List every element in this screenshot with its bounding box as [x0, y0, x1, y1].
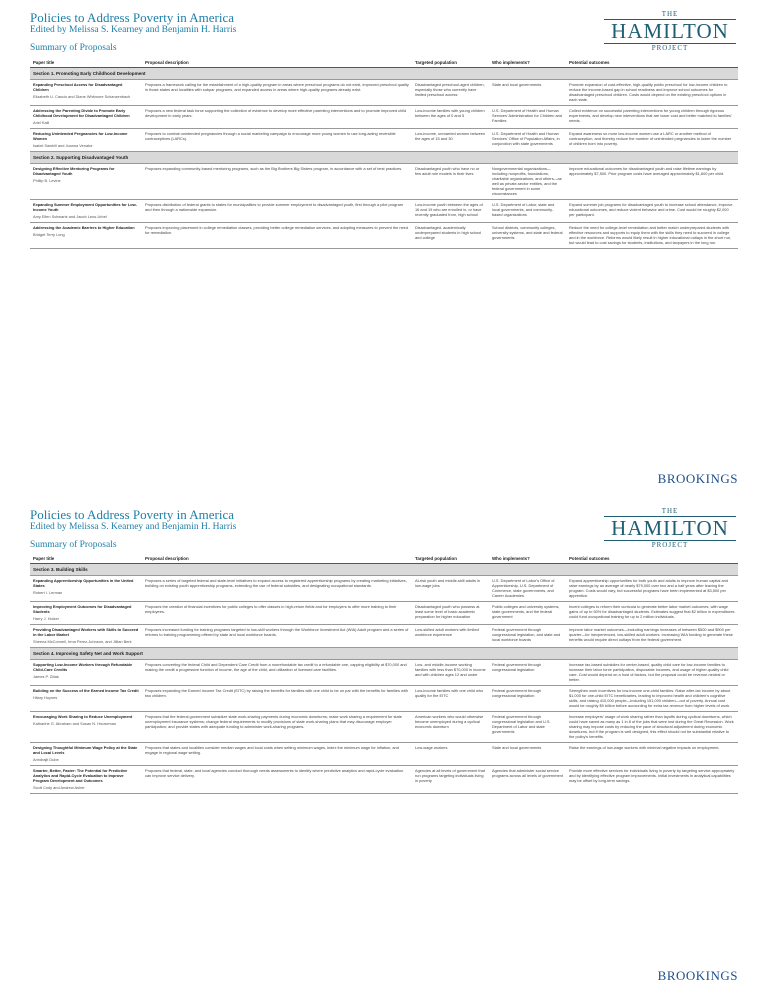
paper-title: Expanding Summer Employment Opportunities for Low-Income Youth	[33, 202, 137, 212]
document-title: Policies to Address Poverty in America	[30, 10, 235, 25]
table-row	[30, 766, 738, 794]
targeted-population: At-risk youth and middle-skill adults in low-wage jobs	[412, 576, 489, 602]
col-header-outcomes: Potential outcomes	[566, 554, 738, 564]
targeted-population: Agencies at all levels of government that run programs targeting individuals living in poverty	[412, 766, 489, 794]
col-header-population: Targeted population	[412, 554, 489, 564]
brookings-logo: BROOKINGS	[657, 968, 738, 983]
document-title: Policies to Address Poverty in America	[30, 507, 235, 522]
targeted-population: Disadvantaged preschool-aged children, especially those who currently have limited preschool access	[412, 80, 489, 106]
paper-authors: James P. Ziliak	[33, 674, 59, 679]
paper-authors: Sheena McConnell, Irma Perez-Johnson, and Jillian Berk	[33, 639, 132, 644]
proposals-table-page-1	[30, 58, 738, 249]
col-header-title: Paper title	[30, 554, 142, 564]
hamilton-project-logo	[604, 507, 736, 551]
who-implements: U.S. Department of Labor, state and local governments, and community-based organizations	[489, 200, 566, 223]
logo-project: PROJECT	[651, 541, 689, 549]
targeted-population: Low-income families with one child who qualify for the EITC	[412, 686, 489, 712]
potential-outcomes: Provide more effective services for individuals living in poverty by targeting service appropriately and by identifying effective program improvements. Initial investments in analytical capabilities may be offset by long-term savings.	[566, 766, 738, 794]
potential-outcomes: Increase tax-based subsidies for center-based, quality child care for low-income families to increase their labor force participation, disposable incomes, and usage of higher-quality child care. Cost would depend on a host of factors, but the proposal could be revenue-neutral or better.	[566, 660, 738, 686]
targeted-population: American workers who would otherwise become unemployed during a cyclical economic downturn	[412, 712, 489, 743]
table-header-row	[30, 554, 738, 564]
table-row	[30, 660, 738, 686]
proposal-description: Proposes that federal, state, and local agencies conduct thorough needs assessments to identify where predictive analytics and rapid-cycle evaluation can improve service delivery.	[142, 766, 412, 794]
table-row	[30, 223, 738, 249]
who-implements: Public colleges and university systems, state governments, and the federal government	[489, 602, 566, 625]
paper-authors: Phillip B. Levine	[33, 178, 61, 183]
paper-title: Encouraging Work Sharing to Reduce Unemployment	[33, 714, 133, 719]
section-heading: Section 3. Building Skills	[30, 564, 738, 576]
who-implements: School districts, community colleges, university systems, and state and federal governments	[489, 223, 566, 249]
proposal-description: Proposes a framework calling for the establishment of a high-quality program in areas where preschool programs do not exist, improved preschool quality in those states and localities with subpar programs, and expanded access in areas where high-quality programs already exist.	[142, 80, 412, 106]
potential-outcomes: Raise the earnings of low-wage workers with minimal negative impacts on employment.	[566, 743, 738, 766]
proposal-description: Proposes expanding the Earned Income Tax Credit (EITC) by raising the benefits for families with one child to be on par with the benefits for families with two children.	[142, 686, 412, 712]
table-row	[30, 602, 738, 625]
paper-cell	[30, 766, 142, 794]
col-header-implements: Who implements?	[489, 554, 566, 564]
targeted-population: Low-skilled adult workers with limited workforce experience	[412, 625, 489, 648]
table-row	[30, 743, 738, 766]
paper-authors: Harry J. Holzer	[33, 616, 59, 621]
section-heading: Section 4. Improving Safety Net and Work Support	[30, 648, 738, 660]
proposal-description: Proposes improving placement in college remediation classes, providing better college remediation services, and adopting measures to prevent the need for remediation.	[142, 223, 412, 249]
proposal-description: Proposes expanding community-based mentoring programs, such as the Big Brothers Big Sisters program, in accordance with a set of best practices.	[142, 164, 412, 200]
logo-hamilton: HAMILTON	[604, 516, 736, 541]
paper-authors: Arindrajit Dube	[33, 757, 59, 762]
paper-authors: Bridget Terry Long	[33, 232, 65, 237]
who-implements: U.S. Department of Labor's Office of Apprenticeship, U.S. Department of Commerce, state governments, and Career Academies	[489, 576, 566, 602]
paper-cell	[30, 164, 142, 200]
col-header-description: Proposal description	[142, 554, 412, 564]
paper-cell	[30, 576, 142, 602]
targeted-population: Low-income families with young children between the ages of 0 and 5	[412, 106, 489, 129]
who-implements: State and local governments	[489, 80, 566, 106]
who-implements: Federal government through congressional legislation	[489, 660, 566, 686]
logo-the: THE	[661, 507, 679, 515]
section-heading: Section 1. Promoting Early Childhood Development	[30, 68, 738, 80]
paper-title: Smarter, Better, Faster: The Potential for Predictive Analytics and Rapid-Cycle Evaluation to Improve Program Development and Outcomes	[33, 768, 128, 783]
who-implements: Federal government through congressional legislation and U.S. Department of Labor and state governments	[489, 712, 566, 743]
paper-cell	[30, 712, 142, 743]
table-row	[30, 164, 738, 200]
who-implements: Nongovernmental organizations—including nonprofits, foundations, charitable organizations, and others—as well as private-sector entities, and the federal government in some circumstances	[489, 164, 566, 200]
paper-cell	[30, 686, 142, 712]
table-row	[30, 129, 738, 152]
paper-title: Addressing the Parenting Divide to Promote Early Childhood Development for Disadvantaged Children	[33, 108, 130, 118]
paper-title: Expanding Preschool Access for Disadvantaged Children	[33, 82, 123, 92]
table-header-row	[30, 58, 738, 68]
col-header-population: Targeted population	[412, 58, 489, 68]
proposal-description: Proposes the creation of financial incentives for public colleges to offer classes in high-return fields and for employers to offer more training to their employees.	[142, 602, 412, 625]
potential-outcomes: Collect evidence on successful parenting interventions for young children through rigorous experiments, and develop new interventions that are lower cost and better matched to families' needs.	[566, 106, 738, 129]
section-heading: Section 2. Supporting Disadvantaged Youth	[30, 152, 738, 164]
summary-heading: Summary of Proposals	[30, 540, 117, 550]
targeted-population: Disadvantaged youth who have no or few adult role models in their lives	[412, 164, 489, 200]
paper-cell	[30, 602, 142, 625]
paper-authors: Scott Cody and Andrew Asher	[33, 785, 85, 790]
editors-line: Edited by Melissa S. Kearney and Benjamin H. Harris	[30, 522, 237, 532]
hamilton-project-logo	[604, 10, 736, 54]
potential-outcomes: Expand awareness so more low-income women use a LARC or another method of contraception, and thereby reduce the number of unintended pregnancies to lower the number of children born into poverty.	[566, 129, 738, 152]
potential-outcomes: Expand summer job programs for disadvantaged youth to increase school attendance, improve educational outcomes, and reduce violent behavior and crime. Cost would be roughly $2,000 per participant.	[566, 200, 738, 223]
who-implements: Federal government through congressional legislation, and state and local workforce boards	[489, 625, 566, 648]
paper-title: Providing Disadvantaged Workers with Skills to Succeed in the Labor Market	[33, 627, 139, 637]
targeted-population: Low-income youth between the ages of 16 and 19 who are enrolled in, or have recently graduated from, high school	[412, 200, 489, 223]
brookings-logo: BROOKINGS	[657, 471, 738, 486]
col-header-outcomes: Potential outcomes	[566, 58, 738, 68]
paper-authors: Isabel Sawhill and Joanna Venator	[33, 143, 93, 148]
targeted-population: Disadvantaged, academically underprepared students in high school and college	[412, 223, 489, 249]
paper-title: Designing Thoughtful Minimum Wage Policy at the State and Local Levels	[33, 745, 138, 755]
paper-title: Supporting Low-Income Workers through Refundable Child-Care Credits	[33, 662, 133, 672]
paper-authors: Ariel Kalil	[33, 120, 50, 125]
table-row	[30, 625, 738, 648]
potential-outcomes: Promote expansion of cost-effective, high-quality public preschool for low-income children to reduce the income-based gap in school readiness and improve school outcomes for disadvantaged preschool children. Costs would depend on the existing preschool options in each state.	[566, 80, 738, 106]
potential-outcomes: Improve labor market outcomes—including earnings increases of between $500 and $900 per quarter—for inexperienced, low-skilled adult workers. Increasing WIA funding to generate these benefits would require direct outlays from the federal government.	[566, 625, 738, 648]
logo-hamilton: HAMILTON	[604, 19, 736, 44]
targeted-population: Low-income, unmarried women between the ages of 15 and 30	[412, 129, 489, 152]
table-body	[30, 564, 738, 794]
proposal-description: Proposes that states and localities consider median wages and local costs when setting minimum wages, index the minimum wage for inflation, and engage in regional wage setting.	[142, 743, 412, 766]
paper-title: Reducing Unintended Pregnancies for Low-Income Women	[33, 131, 128, 141]
proposal-description: Proposes to combat unintended pregnancies through a social marketing campaign to encourage more young women to use long-acting reversible contraceptives (LARCs).	[142, 129, 412, 152]
who-implements: Federal government through congressional legislation	[489, 686, 566, 712]
proposal-description: Proposes converting the federal Child and Dependent Care Credit from a nonrefundable tax credit to a refundable one, capping eligibility at $70,000 and making the credit a progressive function of income, the age of the child, and utilization of licensed care facilities.	[142, 660, 412, 686]
paper-title: Designing Effective Mentoring Programs for Disadvantaged Youth	[33, 166, 115, 176]
paper-title: Expanding Apprenticeship Opportunities in the United States	[33, 578, 134, 588]
section-row	[30, 68, 738, 80]
paper-cell	[30, 129, 142, 152]
table-body	[30, 68, 738, 249]
col-header-title: Paper title	[30, 58, 142, 68]
paper-cell	[30, 625, 142, 648]
who-implements: U.S. Department of Health and Human Services' Administration for Children and Families	[489, 106, 566, 129]
potential-outcomes: Expand apprenticeship opportunities for both youth and adults to improve human capital and raise earnings by an average of nearly $79,000 over two and a half years after leaving the program. Costs would vary, but successful programs have been implemented at $3,500 per apprentice.	[566, 576, 738, 602]
col-header-implements: Who implements?	[489, 58, 566, 68]
who-implements: Agencies that administer social service programs across all levels of government	[489, 766, 566, 794]
paper-authors: Hilary Hoynes	[33, 695, 58, 700]
targeted-population: Low- and middle-income working families with less than $70,000 in income and with children ages 12 and under	[412, 660, 489, 686]
who-implements: U.S. Department of Health and Human Services' Office of Population Affairs, in conjunction with state governments	[489, 129, 566, 152]
potential-outcomes: Improve educational outcomes for disadvantaged youth and raise lifetime earnings by approximately $7,500. Prior program costs have averaged approximately $1,600 per child.	[566, 164, 738, 200]
logo-project: PROJECT	[651, 44, 689, 52]
proposals-table-page-2	[30, 554, 738, 794]
table-row	[30, 200, 738, 223]
potential-outcomes: Strengthen work incentives for low-income one-child families. Raise after-tax income by about $1,000 for one-child EITC beneficiaries, leading to improved health and children's cognitive skills, and raising 410,000 people—including 151,000 children—out of poverty. Annual cost would be roughly $9 billion before accounting for extra tax revenue from higher levels of work.	[566, 686, 738, 712]
potential-outcomes: Incent colleges to reform their curricula to generate better labor market outcomes, with wage gains of up to 50% for disadvantaged students. Estimates suggest that $2 billion in expenditures could fund occupational training for up to 2 million individuals.	[566, 602, 738, 625]
proposal-description: Proposes increased funding for training programs targeted to low-skill workers through the Workforce Investment Act (WIA) Adult program and a series of reforms to training programming offered by state and local workforce boards.	[142, 625, 412, 648]
who-implements: State and local governments	[489, 743, 566, 766]
proposal-description: Proposes that the federal government subsidize state work-sharing payments during economic downturns; make work sharing a requirement for state unemployment insurance systems; change federal requirements to modify provisions of state work-sharing plans that may discourage employer participation; and provide states with adequate funding to administer work-sharing programs.	[142, 712, 412, 743]
section-row	[30, 152, 738, 164]
proposal-description: Proposes distribution of federal grants to states for municipalities to provide summer employment to disadvantaged youth, first through a pilot program and then through a nationwide expansion.	[142, 200, 412, 223]
table-row	[30, 576, 738, 602]
paper-authors: Robert I. Lerman	[33, 590, 63, 595]
paper-authors: Elizabeth U. Cascio and Diane Whitmore Schanzenbach	[33, 94, 131, 99]
section-row	[30, 564, 738, 576]
paper-authors: Katharine G. Abraham and Susan N. Houseman	[33, 721, 117, 726]
page-2	[0, 497, 768, 994]
paper-cell	[30, 223, 142, 249]
paper-cell	[30, 660, 142, 686]
proposal-description: Proposes a new federal task force supporting the collection of evidence to develop more effective parenting interventions and to promote improved child development in early years.	[142, 106, 412, 129]
potential-outcomes: Increase employers' usage of work sharing rather than layoffs during cyclical downturns, which could have saved as many as 1 in 8 of the jobs that were lost during the Great Recession. Work sharing may impose costs by reducing the pace of structural adjustment during economic downturns, but if the program is well designed, this effect should not be substantial relative to the policy's benefits.	[566, 712, 738, 743]
table-row	[30, 106, 738, 129]
proposal-description: Proposes a series of targeted federal and state-level initiatives to expand access to registered apprenticeship programs by creating marketing initiatives, building on existing youth apprenticeship programs, extending the use of federal subsidies, and designating occupational standards.	[142, 576, 412, 602]
paper-cell	[30, 80, 142, 106]
paper-cell	[30, 743, 142, 766]
targeted-population: Disadvantaged youth who possess at least some level of basic academic preparation for higher education	[412, 602, 489, 625]
paper-authors: Amy Ellen Schwartz and Jacob Leos-Urbel	[33, 214, 107, 219]
paper-title: Addressing the Academic Barriers to Higher Education	[33, 225, 135, 230]
col-header-description: Proposal description	[142, 58, 412, 68]
summary-heading: Summary of Proposals	[30, 43, 117, 53]
potential-outcomes: Reduce the need for college-level remediation and better match underprepared students with effective resources and supports to equip them with the skills they need to succeed in college and in the workforce. Reforms would likely result in higher educational outlays in the short run, but would lead to cost savings for students, institutions, and taxpayers in the long run.	[566, 223, 738, 249]
paper-title: Building on the Success of the Earned Income Tax Credit	[33, 688, 139, 693]
table-row	[30, 686, 738, 712]
section-row	[30, 648, 738, 660]
table-row	[30, 80, 738, 106]
table-row	[30, 712, 738, 743]
paper-cell	[30, 106, 142, 129]
editors-line: Edited by Melissa S. Kearney and Benjamin H. Harris	[30, 25, 237, 35]
logo-the: THE	[661, 10, 679, 18]
paper-title: Improving Employment Outcomes for Disadvantaged Students	[33, 604, 132, 614]
paper-cell	[30, 200, 142, 223]
targeted-population: Low-wage workers	[412, 743, 489, 766]
